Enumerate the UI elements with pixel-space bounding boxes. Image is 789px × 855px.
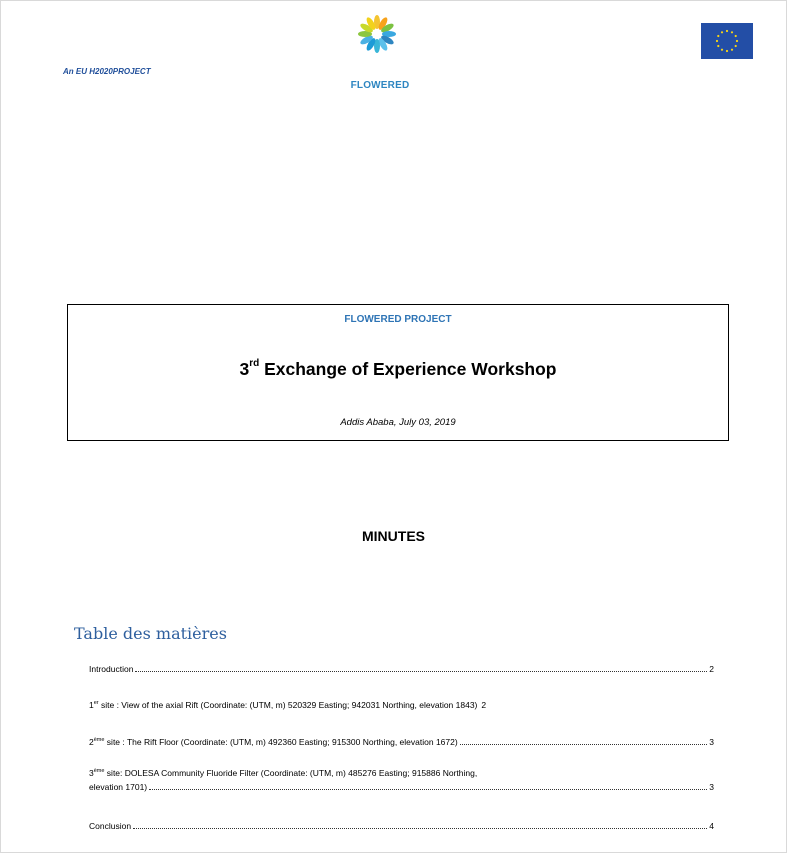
logo-text: FLOWERED <box>350 80 410 91</box>
toc-entry-text <box>89 737 458 747</box>
toc-entry-text-continued: elevation 1701) <box>89 782 148 792</box>
title-box <box>67 304 729 441</box>
toc-entry-text: Introduction <box>89 664 134 674</box>
toc-title: Table des matières <box>74 624 227 643</box>
minutes-heading: MINUTES <box>362 528 425 544</box>
toc-site-number: 1 <box>89 700 94 710</box>
eu-project-tagline: An EU H2020PROJECT <box>63 67 151 76</box>
workshop-date: Addis Ababa, July 03, 2019 <box>340 417 456 428</box>
toc-site-ordinal: er <box>93 700 99 706</box>
toc-leader-dots <box>135 665 707 672</box>
toc-leader-dots <box>149 783 707 790</box>
toc-entry-text <box>89 700 477 710</box>
toc-page-number: 2 <box>481 700 487 710</box>
toc-site-text: site: DOLESA Community Fluoride Filter (Coordinate: (UTM, m) 485276 Easting; 915886 Northing, <box>104 768 478 778</box>
toc-entry-introduction[interactable] <box>89 664 714 674</box>
workshop-title <box>68 359 728 380</box>
toc-entry-site-1[interactable] <box>89 700 714 710</box>
toc-site-ordinal: ème <box>93 737 105 743</box>
toc-page-number: 3 <box>709 737 714 747</box>
toc-page-number: 4 <box>709 821 714 831</box>
toc-site-ordinal: ème <box>93 768 105 774</box>
toc-entry-text <box>89 768 714 778</box>
toc-entry-conclusion[interactable] <box>89 821 714 831</box>
toc-site-text: site : The Rift Floor (Coordinate: (UTM, m) 492360 Easting; 915300 Northing, elevation 1672) <box>104 737 458 747</box>
toc-leader-dots <box>133 822 707 829</box>
flowered-logo-icon <box>357 14 397 54</box>
project-label: FLOWERED PROJECT <box>344 314 452 325</box>
toc-site-number: 3 <box>89 768 94 778</box>
toc-entry-site-2[interactable] <box>89 737 714 747</box>
toc-entry-text: Conclusion <box>89 821 132 831</box>
title-text: Exchange of Experience Workshop <box>259 359 557 379</box>
toc-page-number: 3 <box>709 782 714 792</box>
toc-entry-site-3[interactable] <box>89 768 714 792</box>
toc-site-text: site : View of the axial Rift (Coordinate: (UTM, m) 520329 Easting; 942031 Northing, elevation 1843) <box>98 700 478 710</box>
title-ordinal: 3 <box>239 359 250 379</box>
toc-page-number: 2 <box>709 664 714 674</box>
toc-site-number: 2 <box>89 737 94 747</box>
toc-leader-dots <box>460 738 708 745</box>
eu-flag-icon <box>701 23 753 59</box>
title-ordinal-suffix: rd <box>249 358 260 369</box>
